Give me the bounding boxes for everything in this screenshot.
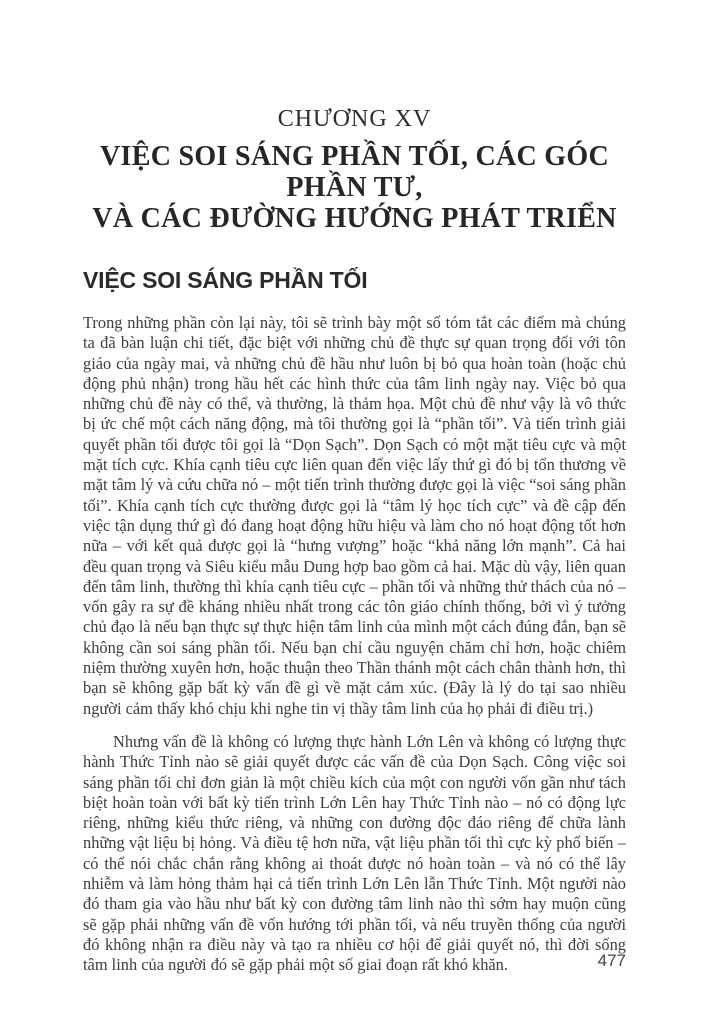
paragraph-2: Nhưng vấn đề là không có lượng thực hành Lớn Lên và không có lượng thực hành Thức Tỉnh nào sẽ giải quyết được các vấn đề của Dọn Sạch. Công việc soi sáng phần tối chỉ đơn giản là một chiều kích của một con người vốn gần như tách biệt hoàn toàn với bất kỳ tiến trình Lớn Lên hay Thức Tỉnh nào – nó có động lực riêng, những kiểu thức riêng, và những con đường độc đáo riêng để chữa lành những vật liệu bị hỏng. Và điều tệ hơn nữa, vật liệu phần tối thì cực kỳ phổ biến – có thể nói chắc chắn rằng không ai thoát được nó hoàn toàn – và nó có thể lây nhiễm và làm hỏng thảm hại cả tiến trình Lớn Lên lẫn Thức Tỉnh. Một người nào đó tham gia vào hầu như bất kỳ con đường tâm linh nào thì sớm hay muộn cũng sẽ gặp phải những vấn đề vốn hướng tới phần tối, và nếu truyền thống của người đó không nhận ra điều này và tạo ra nhiều cơ hội để giải quyết nó, thì đời sống tâm linh của người đó sẽ gặp phải một số giai đoạn rất khó khăn.	[83, 731, 626, 975]
chapter-title-line-1: VIỆC SOI SÁNG PHẦN TỐI, CÁC GÓC PHẦN TƯ,	[100, 141, 609, 203]
section-heading: VIỆC SOI SÁNG PHẦN TỐI	[83, 267, 368, 293]
chapter-label: CHƯƠNG XV	[277, 106, 432, 132]
body-text	[83, 313, 626, 976]
chapter-title	[83, 141, 626, 234]
page-number: 477	[597, 951, 626, 970]
paragraph-1: Trong những phần còn lại này, tôi sẽ trình bày một số tóm tắt các điểm mà chúng ta đã bàn luận chi tiết, đặc biệt với những chủ đề thực sự quan trọng đối với tôn giáo của ngày mai, và những chủ đề hầu như luôn bị bỏ qua hoàn toàn (hoặc chủ động phủ nhận) trong hầu hết các hình thức của tâm linh ngày nay. Việc bỏ qua những chủ đề này có thể, và thường, là thảm họa. Một chủ đề như vậy là vô thức bị ức chế một cách năng động, mà tôi thường gọi là “phần tối”. Và tiến trình giải quyết phần tối được tôi gọi là “Dọn Sạch”. Dọn Sạch có một mặt tiêu cực và một mặt tích cực. Khía cạnh tiêu cực liên quan đến việc lấy thứ gì đó bị tổn thương về mặt tâm lý và cứu chữa nó – một tiến trình thường được gọi là việc “soi sáng phần tối”. Khía cạnh tích cực thường được gọi là “tâm lý học tích cực” và đề cập đến việc tận dụng thứ gì đó đang hoạt động hữu hiệu và làm cho nó hoạt động tốt hơn nữa – với kết quả được gọi là “hưng vượng” hoặc “khả năng lớn mạnh”. Cả hai đều quan trọng và Siêu kiểu mẫu Dung hợp bao gồm cả hai. Mặc dù vậy, liên quan đến tâm linh, thường thì khía cạnh tiêu cực – phần tối và những thử thách của nó – vốn gây ra sự đề kháng nhiều nhất trong các tôn giáo chính thống, bởi vì ý tưởng chủ đạo là nếu bạn thực sự thực hiện tâm linh của mình một cách đúng đắn, bạn sẽ không cần soi sáng phần tối. Nếu bạn chỉ cầu nguyện chăm chỉ hơn, hoặc chiêm niệm thường xuyên hơn, hoặc thuận theo Thần thánh một cách chân thành hơn, thì bạn sẽ không gặp bất kỳ vấn đề gì về mặt cảm xúc. (Đây là lý do tại sao nhiều người cảm thấy khó chịu khi nghe tin vị thầy tâm linh của họ phải đi điều trị.)	[83, 313, 626, 718]
chapter-title-line-2: VÀ CÁC ĐƯỜNG HƯỚNG PHÁT TRIỂN	[92, 203, 617, 234]
